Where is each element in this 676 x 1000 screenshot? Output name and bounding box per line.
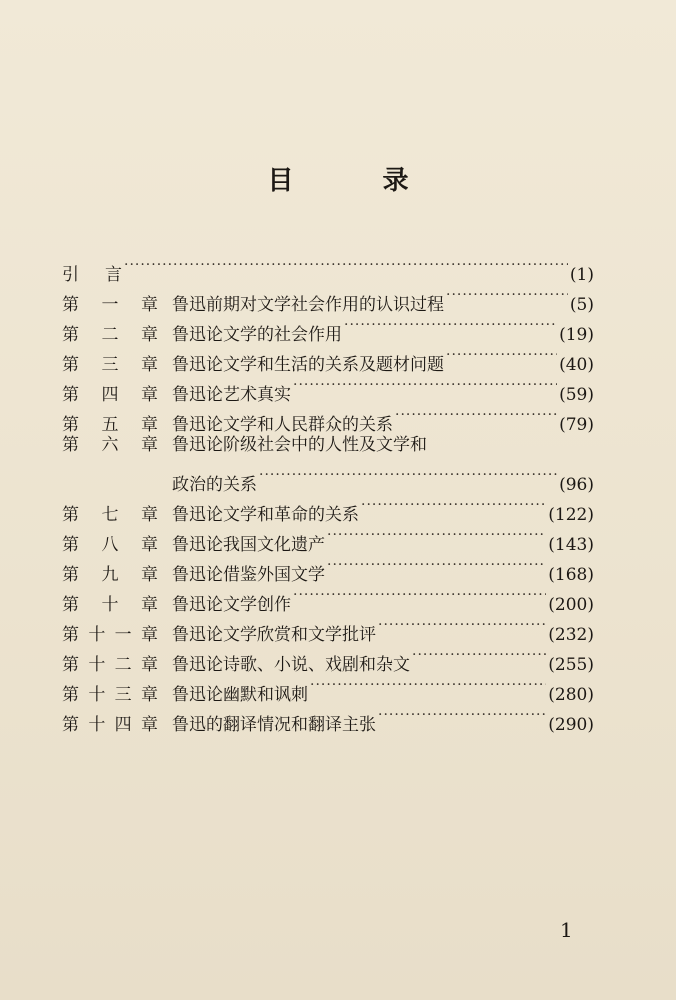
- toc-leader-dots: [395, 400, 557, 430]
- toc-chapter-label: 第 三 章: [62, 355, 158, 375]
- toc-chapter-label: 第 五 章: [62, 415, 158, 435]
- toc-entry-title: 鲁迅论艺术真实: [172, 385, 291, 405]
- toc-chapter-label: 第十一章: [62, 625, 158, 645]
- toc-entry-title: 鲁迅论文学创作: [172, 595, 291, 615]
- toc-page-ref: (143): [548, 535, 594, 555]
- toc-page-ref: (5): [569, 295, 594, 315]
- toc-entry-title: 鲁迅论诗歌、小说、戏剧和杂文: [172, 655, 410, 675]
- toc-row-chapter-1: [62, 280, 594, 315]
- toc-leader-dots: [293, 580, 546, 610]
- toc-page-ref: (280): [548, 685, 594, 705]
- toc-chapter-label: 第 九 章: [62, 565, 158, 585]
- toc-page-ref: (59): [559, 385, 594, 405]
- toc-leader-dots: [412, 640, 546, 670]
- toc-chapter-label: 第十二章: [62, 655, 158, 675]
- toc-leader-dots: [446, 280, 568, 310]
- toc-chapter-label: 第 十 章: [62, 595, 158, 615]
- toc-leader-dots: [361, 490, 546, 520]
- toc-chapter-label: 第十四章: [62, 715, 158, 735]
- toc-page-ref: (290): [548, 715, 594, 735]
- page-number: 1: [560, 918, 573, 942]
- page-title: 目 录: [267, 166, 449, 196]
- toc-leader-dots: [327, 520, 546, 550]
- toc-chapter-label: 第 四 章: [62, 385, 158, 405]
- toc-page-ref: (1): [569, 265, 594, 285]
- toc-entry-title: 政治的关系: [172, 475, 257, 495]
- toc-page-ref: (19): [559, 325, 594, 345]
- toc-page-ref: (232): [548, 625, 594, 645]
- toc-entry-title: 鲁迅前期对文学社会作用的认识过程: [172, 295, 444, 315]
- toc-row-chapter-7: [62, 490, 594, 525]
- toc-leader-dots: [344, 310, 557, 340]
- toc-entry-title: 鲁迅的翻译情况和翻译主张: [172, 715, 376, 735]
- toc-entry-title: 鲁迅论文学的社会作用: [172, 325, 342, 345]
- toc-entry-title: 鲁迅论阶级社会中的人性及文学和: [172, 435, 427, 455]
- toc-row-chapter-6: [62, 430, 594, 460]
- table-of-contents: [62, 250, 594, 735]
- toc-entry-title: 鲁迅论幽默和讽刺: [172, 685, 308, 705]
- toc-chapter-label: 第 八 章: [62, 535, 158, 555]
- toc-leader-dots: [446, 340, 557, 370]
- toc-leader-dots: [259, 460, 557, 490]
- toc-page-ref: (200): [548, 595, 594, 615]
- toc-chapter-label: 第 七 章: [62, 505, 158, 525]
- toc-entry-title: 鲁迅论文学和生活的关系及题材问题: [172, 355, 444, 375]
- toc-leader-dots: [293, 370, 557, 400]
- toc-page-ref: (122): [548, 505, 594, 525]
- toc-leader-dots: [124, 250, 568, 280]
- toc-entry-title: 鲁迅论借鉴外国文学: [172, 565, 325, 585]
- toc-leader-dots: [327, 550, 546, 580]
- toc-entry-title: 鲁迅论文学和革命的关系: [172, 505, 359, 525]
- toc-row-intro: [62, 250, 594, 285]
- toc-page-ref: (168): [548, 565, 594, 585]
- toc-chapter-label: 第 二 章: [62, 325, 158, 345]
- toc-chapter-label: 第 一 章: [62, 295, 158, 315]
- toc-chapter-label: 第十三章: [62, 685, 158, 705]
- toc-page-ref: (40): [559, 355, 594, 375]
- toc-leader-dots: [378, 610, 546, 640]
- toc-entry-title: 鲁迅论文学欣赏和文学批评: [172, 625, 376, 645]
- toc-entry-title: 鲁迅论文学和人民群众的关系: [172, 415, 393, 435]
- toc-leader-dots: [310, 670, 546, 700]
- toc-entry-title: 鲁迅论我国文化遗产: [172, 535, 325, 555]
- toc-chapter-label: 第 六 章: [62, 435, 158, 455]
- toc-page-ref: (79): [559, 415, 594, 435]
- toc-chapter-label: 引 言: [62, 265, 122, 285]
- toc-page-ref: (96): [559, 475, 594, 495]
- toc-page-ref: (255): [548, 655, 594, 675]
- toc-leader-dots: [378, 700, 546, 730]
- toc-row-chapter-6-continued: [62, 460, 594, 495]
